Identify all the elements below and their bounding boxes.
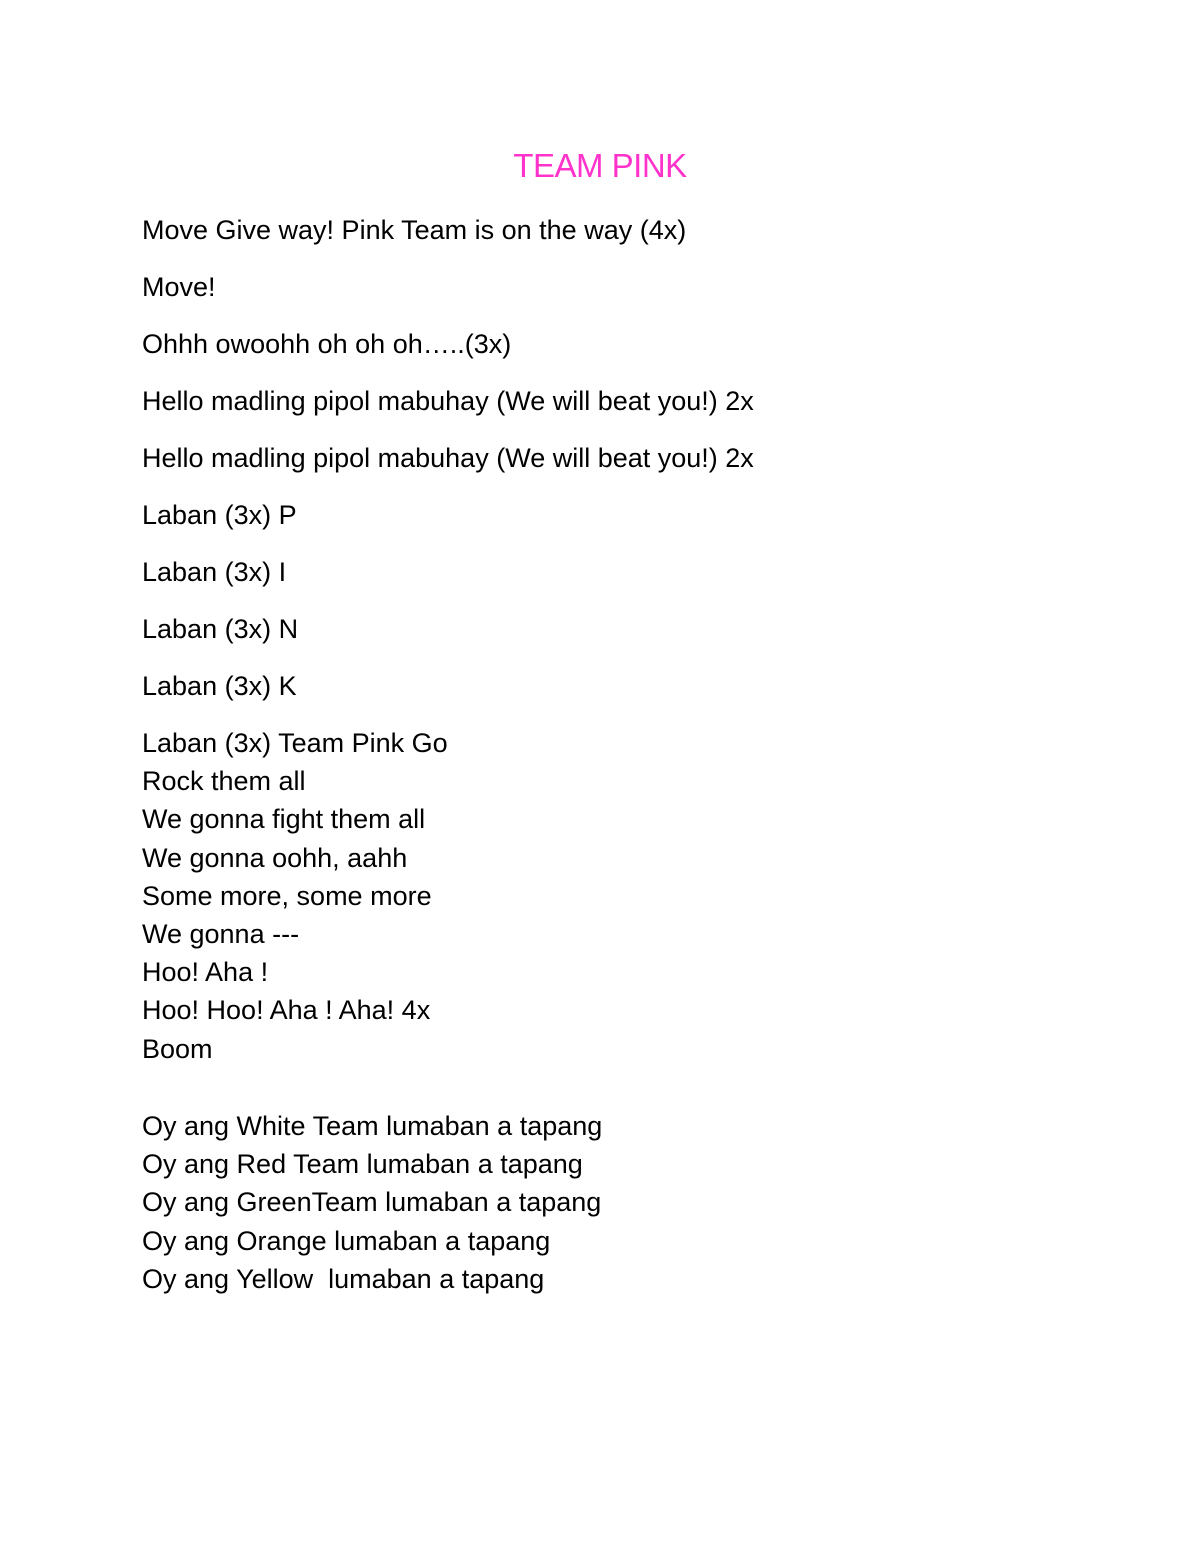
chant-line: Some more, some more xyxy=(142,880,432,911)
chant-line: Hoo! Aha ! xyxy=(142,957,269,988)
chant-line: We gonna fight them all xyxy=(142,804,426,835)
lyric-line: Hello madling pipol mabuhay (We will beat you!) 2x xyxy=(142,443,754,473)
team-block xyxy=(142,1107,602,1298)
chant-line: Boom xyxy=(142,1033,213,1064)
chant-line: Hoo! Hoo! Aha ! Aha! 4x xyxy=(142,995,431,1026)
lyric-line: Ohhh owoohh oh oh oh…..(3x) xyxy=(142,329,512,359)
lyric-line: Hello madling pipol mabuhay (We will beat you!) 2x xyxy=(142,386,754,416)
chant-line: We gonna --- xyxy=(142,918,300,949)
lyric-line: Move! xyxy=(142,272,216,302)
document-title: TEAM PINK xyxy=(513,147,687,184)
team-line: Oy ang Orange lumaban a tapang xyxy=(142,1225,551,1256)
lyric-line: Laban (3x) P xyxy=(142,500,297,530)
team-line: Oy ang Red Team lumaban a tapang xyxy=(142,1149,583,1180)
team-line: Oy ang Yellow lumaban a tapang xyxy=(142,1263,545,1294)
chant-block xyxy=(142,724,448,1068)
lyric-line: Move Give way! Pink Team is on the way (4x) xyxy=(142,215,687,245)
chant-line: We gonna oohh, aahh xyxy=(142,842,408,873)
chant-line: Laban (3x) Team Pink Go xyxy=(142,728,448,758)
team-line: Oy ang White Team lumaban a tapang xyxy=(142,1111,603,1141)
lyric-line: Laban (3x) N xyxy=(142,614,299,644)
lyric-line: Laban (3x) I xyxy=(142,557,287,587)
team-line: Oy ang GreenTeam lumaban a tapang xyxy=(142,1187,602,1218)
chant-line: Rock them all xyxy=(142,766,306,797)
lyric-line: Laban (3x) K xyxy=(142,671,297,701)
